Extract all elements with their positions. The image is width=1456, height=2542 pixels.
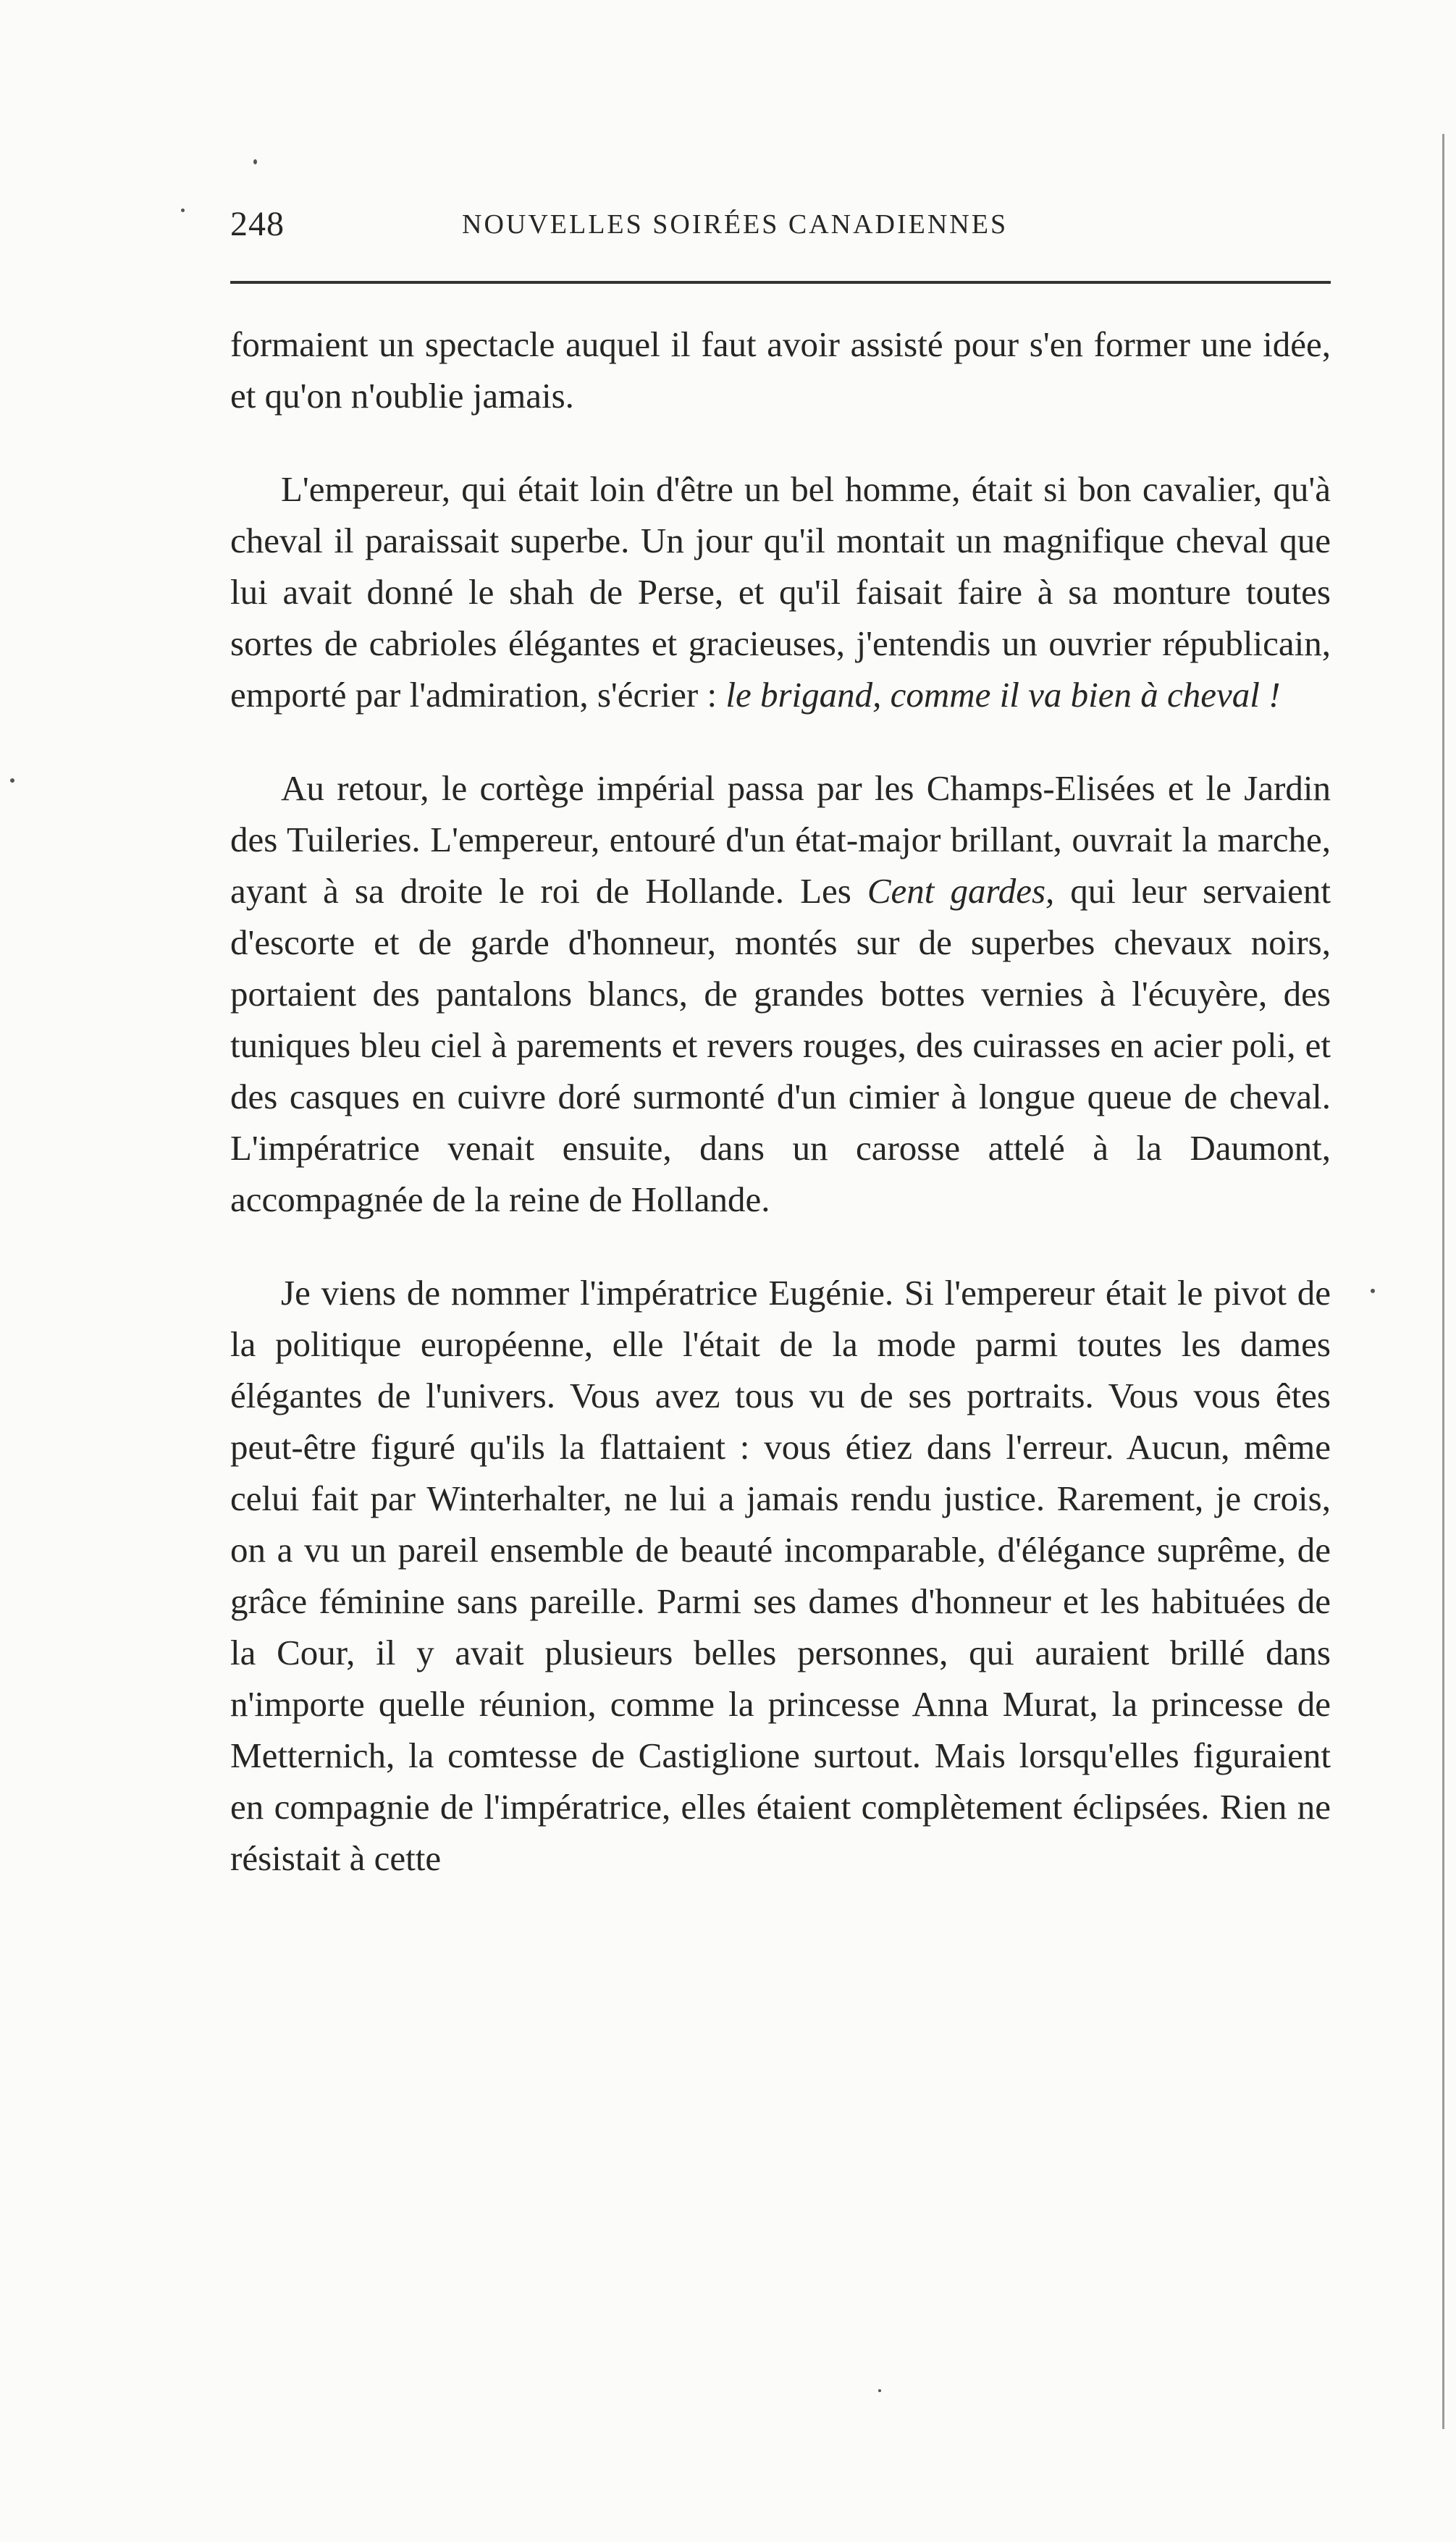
paragraph-4-text: Je viens de nommer l'impératrice Eugénie. Si l'empereur était le pivot de la politique européenne, elle l'était de la mode parmi toutes les dames élégantes de l'univers. Vous avez tous vu de ses portraits. Vous vous êtes peut-être figuré qu'ils la flattaient : vous étiez dans l'erreur. Aucun, même celui fait par Winterhalter, ne lui a jamais rendu justice. Rarement, je crois, on a vu un pareil ensemble de beauté incomparable, d'élégance suprême, de grâce féminine sans pareille. Parmi ses dames d'honneur et les habituées de la Cour, il y avait plusieurs belles personnes, qui auraient brillé dans n'importe quelle réunion, comme la princesse Anna Murat, la princesse de Metternich, la comtesse de Castiglione surtout. Mais lorsqu'elles figuraient en compagnie de l'impératrice, elles étaient complètement éclipsées. Rien ne résistait à cette	[230, 1273, 1331, 1878]
running-title: NOUVELLES SOIRÉES CANADIENNES	[462, 209, 1009, 240]
paragraph-4	[230, 1267, 1331, 1884]
scan-speck	[253, 159, 257, 164]
body-text	[230, 319, 1331, 1884]
paragraph-3-cent-gardes: Cent gardes,	[867, 871, 1055, 911]
paragraph-3-text-after: qui leur servaient d'escorte et de garde d'honneur, montés sur de superbes chevaux noirs, portaient des pantalons blancs, de grandes bottes vernies à l'écuyère, des tuniques bleu ciel à parements et revers rouges, des cuirasses en acier poli, et des casques en cuivre doré surmonté d'un cimier à longue queue de cheval. L'impératrice venait ensuite, dans un carosse attelé à la Daumont, accompagnée de la reine de Hollande.	[230, 871, 1331, 1219]
header-rule	[230, 281, 1331, 284]
scan-speck	[181, 209, 185, 212]
paragraph-3	[230, 762, 1331, 1225]
paragraph-2	[230, 463, 1331, 720]
scan-speck	[1371, 1289, 1375, 1293]
paragraph-2-quote: le brigand, comme il va bien à cheval !	[725, 675, 1281, 715]
scan-speck	[878, 2389, 881, 2392]
paragraph-2-text: L'empereur, qui était loin d'être un bel homme, était si bon cavalier, qu'à cheval il paraissait superbe. Un jour qu'il montait un magnifique cheval que lui avait donné le shah de Perse, et qu'il faisait faire à sa monture toutes sortes de cabrioles élégantes et gracieuses, j'entendis un ouvrier républicain, emporté par l'admiration, s'écrier :	[230, 469, 1331, 715]
paragraph-1-text: formaient un spectacle auquel il faut avoir assisté pour s'en former une idée, et qu'on n'oublie jamais.	[230, 324, 1331, 416]
paragraph-1	[230, 319, 1331, 421]
page-edge-line	[1442, 134, 1444, 2429]
scan-speck	[10, 778, 14, 783]
page-number: 248	[230, 205, 285, 243]
page-header	[230, 204, 1331, 255]
paragraph-3-text-before: Au retour, le cortège impérial passa par les Champs-Elisées et le Jardin des Tuileries. L'empereur, entouré d'un état-major brillant, ouvrait la marche, ayant à sa droite le roi de Hollande. Les	[230, 768, 1331, 911]
